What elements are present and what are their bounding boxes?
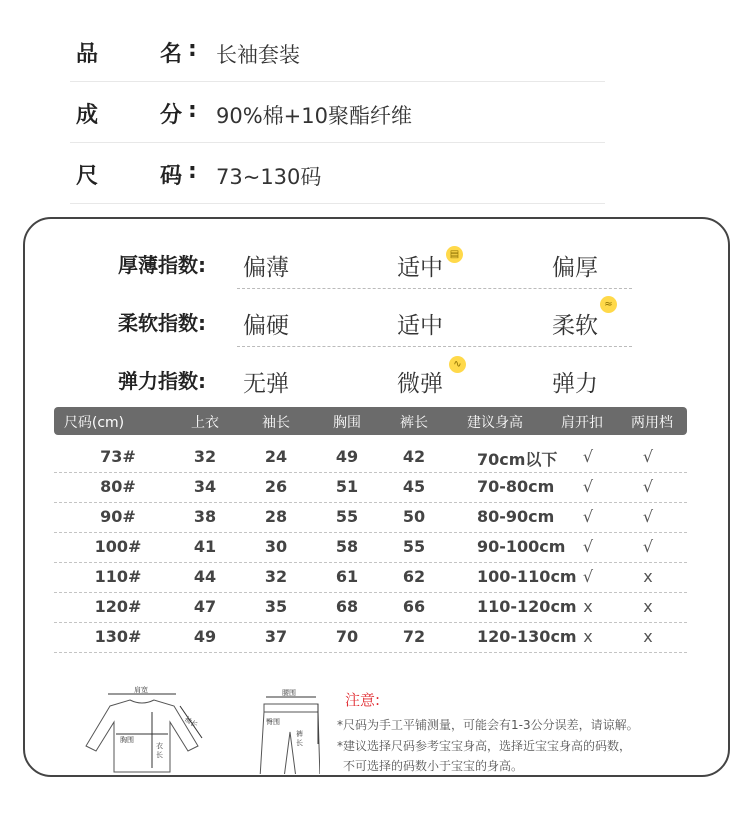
cell-chest: 58 xyxy=(335,537,359,556)
table-row xyxy=(54,502,687,533)
label-pants-length: 长 xyxy=(296,739,303,747)
cell-height: 100-110cm xyxy=(477,567,577,586)
size-panel xyxy=(23,217,730,777)
label-pants-length: 裤 xyxy=(296,730,303,738)
index-option-selected: 柔软 xyxy=(552,313,598,339)
pants-diagram xyxy=(260,697,320,774)
info-colon: : xyxy=(188,98,197,123)
selected-marker-icon: ∿ xyxy=(449,356,466,373)
cell-dual-crotch: x xyxy=(643,627,653,646)
note-line: *尺码为手工平铺测量，可能会有1-3公分误差，请谅解。 xyxy=(337,718,639,732)
cell-sleeve: 26 xyxy=(264,477,288,496)
col-header: 袖长 xyxy=(262,415,290,431)
cell-top: 34 xyxy=(193,477,217,496)
index-option: 偏硬 xyxy=(243,313,289,339)
cell-chest: 49 xyxy=(335,447,359,466)
info-value: 73~130码 xyxy=(216,165,322,189)
cell-shoulder-button: √ xyxy=(582,477,594,496)
index-label: 厚薄指数: xyxy=(118,253,206,277)
info-key: 品 名 xyxy=(76,42,183,67)
note-line: *建议选择尺码参考宝宝身高，选择近宝宝身高的码数， xyxy=(337,739,632,753)
cell-pants: 45 xyxy=(402,477,426,496)
col-header: 裤长 xyxy=(400,415,428,431)
index-option-selected: 适中 xyxy=(397,255,443,281)
col-header: 建议身高 xyxy=(467,415,523,431)
label-top-length: 长 xyxy=(156,751,163,759)
cell-shoulder-button: x xyxy=(583,597,593,616)
info-colon: : xyxy=(188,159,197,184)
cell-size: 73# xyxy=(100,447,136,466)
shirt-diagram xyxy=(86,694,202,772)
cell-size: 110# xyxy=(94,567,142,586)
cell-shoulder-button: √ xyxy=(582,567,594,586)
col-header: 上衣 xyxy=(191,415,219,431)
selected-marker-icon: ≈ xyxy=(600,296,617,313)
table-row xyxy=(54,592,687,623)
cell-dual-crotch: √ xyxy=(642,537,654,556)
cell-height: 70-80cm xyxy=(477,477,555,496)
index-option: 偏薄 xyxy=(243,255,289,281)
label-top-length: 衣 xyxy=(156,742,163,750)
table-row xyxy=(54,472,687,503)
cell-sleeve: 28 xyxy=(264,507,288,526)
cell-shoulder-button: √ xyxy=(582,447,594,466)
col-header: 胸围 xyxy=(333,415,361,431)
cell-dual-crotch: √ xyxy=(642,507,654,526)
cell-size: 100# xyxy=(94,537,142,556)
cell-sleeve: 30 xyxy=(264,537,288,556)
info-row-size xyxy=(70,142,605,204)
cell-chest: 61 xyxy=(335,567,359,586)
index-label: 柔软指数: xyxy=(118,311,206,335)
cell-height: 90-100cm xyxy=(477,537,566,556)
cell-size: 80# xyxy=(100,477,136,496)
info-value: 90%棉+10聚酯纤维 xyxy=(216,104,412,128)
cell-height: 120-130cm xyxy=(477,627,577,646)
col-header: 尺码(cm) xyxy=(63,415,125,431)
cell-chest: 70 xyxy=(335,627,359,646)
index-row-thickness xyxy=(25,233,732,291)
table-row xyxy=(54,532,687,563)
info-row-material xyxy=(70,81,605,143)
cell-pants: 62 xyxy=(402,567,426,586)
table-row xyxy=(54,442,687,473)
index-option: 适中 xyxy=(397,313,443,339)
info-colon: : xyxy=(188,37,197,62)
cell-sleeve: 32 xyxy=(264,567,288,586)
index-row-softness xyxy=(25,291,732,349)
cell-dual-crotch: x xyxy=(643,597,653,616)
cell-height: 70cm以下 xyxy=(477,450,558,469)
divider xyxy=(237,288,632,289)
label-shoulder: 肩宽 xyxy=(134,686,148,694)
cell-top: 38 xyxy=(193,507,217,526)
cell-dual-crotch: x xyxy=(643,567,653,586)
cell-size: 130# xyxy=(94,627,142,646)
cell-sleeve: 35 xyxy=(264,597,288,616)
cell-top: 41 xyxy=(193,537,217,556)
cell-top: 49 xyxy=(193,627,217,646)
index-option: 弹力 xyxy=(552,371,598,397)
cell-shoulder-button: x xyxy=(583,627,593,646)
cell-pants: 42 xyxy=(402,447,426,466)
index-option: 偏厚 xyxy=(552,255,598,281)
index-row-elasticity xyxy=(25,349,732,407)
index-option-selected: 微弹 xyxy=(397,371,443,397)
cell-pants: 55 xyxy=(402,537,426,556)
cell-chest: 51 xyxy=(335,477,359,496)
divider xyxy=(237,346,632,347)
cell-pants: 72 xyxy=(402,627,426,646)
cell-chest: 68 xyxy=(335,597,359,616)
measurement-diagram xyxy=(80,684,320,774)
cell-top: 47 xyxy=(193,597,217,616)
info-row-name xyxy=(70,20,605,82)
cell-shoulder-button: √ xyxy=(582,537,594,556)
cell-size: 90# xyxy=(100,507,136,526)
label-waist: 腰围 xyxy=(282,689,296,697)
note-line: 不可选择的码数小于宝宝的身高。 xyxy=(343,759,524,773)
info-key: 成 分 xyxy=(76,103,183,128)
cell-height: 80-90cm xyxy=(477,507,555,526)
note-title: 注意: xyxy=(345,691,381,709)
label-hip: 臀围 xyxy=(266,718,280,726)
cell-pants: 66 xyxy=(402,597,426,616)
selected-marker-icon: ▤ xyxy=(446,246,463,263)
cell-shoulder-button: √ xyxy=(582,507,594,526)
cell-sleeve: 37 xyxy=(264,627,288,646)
cell-chest: 55 xyxy=(335,507,359,526)
label-sleeve: 袖长 xyxy=(182,715,199,730)
size-table-header xyxy=(54,407,687,435)
info-value: 长袖套装 xyxy=(216,43,300,67)
cell-height: 110-120cm xyxy=(477,597,577,616)
cell-pants: 50 xyxy=(402,507,426,526)
index-option: 无弹 xyxy=(243,371,289,397)
info-key: 尺 码 xyxy=(76,164,183,189)
col-header: 两用档 xyxy=(631,415,673,431)
cell-top: 32 xyxy=(193,447,217,466)
cell-size: 120# xyxy=(94,597,142,616)
cell-top: 44 xyxy=(193,567,217,586)
cell-dual-crotch: √ xyxy=(642,477,654,496)
index-label: 弹力指数: xyxy=(118,369,206,393)
col-header: 肩开扣 xyxy=(561,415,603,431)
cell-sleeve: 24 xyxy=(264,447,288,466)
cell-dual-crotch: √ xyxy=(642,447,654,466)
table-row xyxy=(54,622,687,653)
label-chest: 胸围 xyxy=(120,736,134,744)
table-row xyxy=(54,562,687,593)
